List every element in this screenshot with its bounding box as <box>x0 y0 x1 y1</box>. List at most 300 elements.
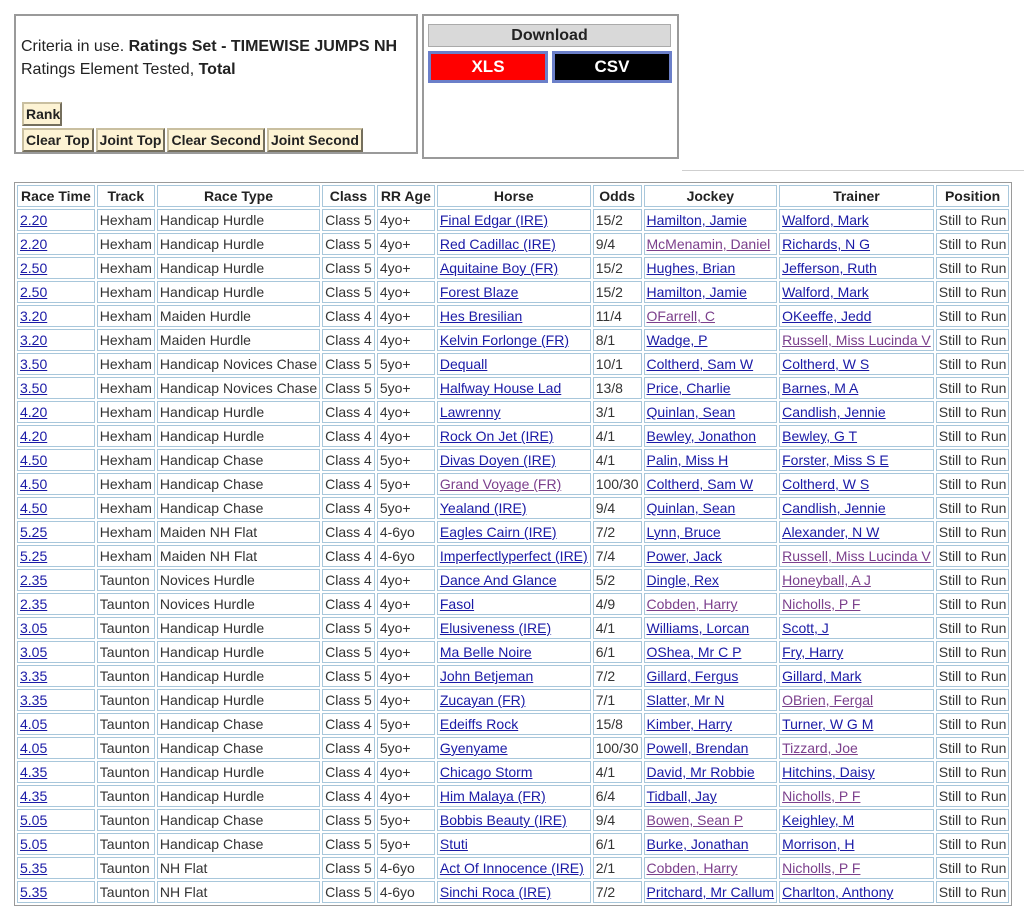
jockey-link[interactable]: Lynn, Bruce <box>644 521 778 543</box>
position-cell: Still to Run <box>936 401 1010 423</box>
trainer-link[interactable]: Tizzard, Joe <box>779 737 934 759</box>
table-row <box>17 641 1009 663</box>
race-time-link[interactable]: 4.35 <box>17 761 95 783</box>
class-cell: Class 4 <box>322 569 375 591</box>
clear-second-button[interactable]: Clear Second <box>167 128 264 152</box>
track-cell: Taunton <box>97 761 155 783</box>
odds-cell: 100/30 <box>593 737 642 759</box>
horse-link[interactable]: Eagles Cairn (IRE) <box>437 521 591 543</box>
race-type-cell: Handicap Chase <box>157 449 320 471</box>
jockey-link[interactable]: Wadge, P <box>644 329 778 351</box>
jockey-link[interactable]: Pritchard, Mr Callum <box>644 881 778 903</box>
odds-cell: 10/1 <box>593 353 642 375</box>
race-type-cell: Handicap Hurdle <box>157 785 320 807</box>
header-trainer: Trainer <box>779 185 934 207</box>
trainer-link[interactable]: Nicholls, P F <box>779 857 934 879</box>
jockey-link[interactable]: McMenamin, Daniel <box>644 233 778 255</box>
race-time-link[interactable]: 2.50 <box>17 281 95 303</box>
position-cell: Still to Run <box>936 449 1010 471</box>
race-type-cell: Novices Hurdle <box>157 593 320 615</box>
criteria-panel <box>14 14 418 154</box>
criteria-label: Criteria in use. <box>21 38 125 55</box>
position-cell: Still to Run <box>936 233 1010 255</box>
trainer-link[interactable]: Turner, W G M <box>779 713 934 735</box>
jockey-link[interactable]: OFarrell, C <box>644 305 778 327</box>
trainer-link[interactable]: Coltherd, W S <box>779 473 934 495</box>
position-cell: Still to Run <box>936 377 1010 399</box>
horse-link[interactable]: Forest Blaze <box>437 281 591 303</box>
track-cell: Taunton <box>97 881 155 903</box>
race-time-link[interactable]: 3.05 <box>17 617 95 639</box>
jockey-link[interactable]: Slatter, Mr N <box>644 689 778 711</box>
track-cell: Taunton <box>97 665 155 687</box>
track-cell: Taunton <box>97 569 155 591</box>
trainer-link[interactable]: OBrien, Fergal <box>779 689 934 711</box>
jockey-link[interactable]: Gillard, Fergus <box>644 665 778 687</box>
race-type-cell: Maiden Hurdle <box>157 329 320 351</box>
jockey-link[interactable]: Palin, Miss H <box>644 449 778 471</box>
table-row <box>17 881 1009 903</box>
rr-age-cell: 4yo+ <box>377 233 435 255</box>
table-row <box>17 545 1009 567</box>
track-cell: Hexham <box>97 209 155 231</box>
odds-cell: 15/8 <box>593 713 642 735</box>
position-cell: Still to Run <box>936 569 1010 591</box>
horse-link[interactable]: Aquitaine Boy (FR) <box>437 257 591 279</box>
trainer-link[interactable]: Russell, Miss Lucinda V <box>779 329 934 351</box>
odds-cell: 6/1 <box>593 641 642 663</box>
odds-cell: 9/4 <box>593 809 642 831</box>
jockey-link[interactable]: Kimber, Harry <box>644 713 778 735</box>
jockey-link[interactable]: Tidball, Jay <box>644 785 778 807</box>
class-cell: Class 5 <box>322 689 375 711</box>
race-type-cell: Handicap Novices Chase <box>157 377 320 399</box>
race-type-cell: Handicap Hurdle <box>157 617 320 639</box>
position-cell: Still to Run <box>936 593 1010 615</box>
horse-link[interactable]: Rock On Jet (IRE) <box>437 425 591 447</box>
table-row <box>17 761 1009 783</box>
jockey-link[interactable]: Bowen, Sean P <box>644 809 778 831</box>
class-cell: Class 5 <box>322 377 375 399</box>
track-cell: Taunton <box>97 641 155 663</box>
position-cell: Still to Run <box>936 785 1010 807</box>
trainer-link[interactable]: Gillard, Mark <box>779 665 934 687</box>
trainer-link[interactable]: Walford, Mark <box>779 281 934 303</box>
race-time-link[interactable]: 2.50 <box>17 257 95 279</box>
jockey-link[interactable]: Cobden, Harry <box>644 857 778 879</box>
race-time-link[interactable]: 4.50 <box>17 473 95 495</box>
download-xls-button[interactable]: XLS <box>428 51 548 83</box>
trainer-link[interactable]: OKeeffe, Jedd <box>779 305 934 327</box>
rr-age-cell: 5yo+ <box>377 377 435 399</box>
rr-age-cell: 4yo+ <box>377 401 435 423</box>
position-cell: Still to Run <box>936 665 1010 687</box>
class-cell: Class 4 <box>322 713 375 735</box>
clear-top-button[interactable]: Clear Top <box>22 128 94 152</box>
position-cell: Still to Run <box>936 857 1010 879</box>
horse-link[interactable]: Chicago Storm <box>437 761 591 783</box>
odds-cell: 100/30 <box>593 473 642 495</box>
trainer-link[interactable]: Forster, Miss S E <box>779 449 934 471</box>
jockey-link[interactable]: Williams, Lorcan <box>644 617 778 639</box>
race-type-cell: Handicap Chase <box>157 833 320 855</box>
position-cell: Still to Run <box>936 617 1010 639</box>
table-row <box>17 569 1009 591</box>
rr-age-cell: 4yo+ <box>377 785 435 807</box>
jockey-link[interactable]: Coltherd, Sam W <box>644 473 778 495</box>
horse-link[interactable]: Dance And Glance <box>437 569 591 591</box>
header-track: Track <box>97 185 155 207</box>
position-cell: Still to Run <box>936 329 1010 351</box>
rr-age-cell: 4-6yo <box>377 545 435 567</box>
rr-age-cell: 4yo+ <box>377 641 435 663</box>
race-time-link[interactable]: 5.35 <box>17 857 95 879</box>
position-cell: Still to Run <box>936 689 1010 711</box>
trainer-link[interactable]: Barnes, M A <box>779 377 934 399</box>
track-cell: Hexham <box>97 449 155 471</box>
rr-age-cell: 5yo+ <box>377 833 435 855</box>
odds-cell: 5/2 <box>593 569 642 591</box>
track-cell: Taunton <box>97 713 155 735</box>
odds-cell: 4/1 <box>593 449 642 471</box>
table-row <box>17 617 1009 639</box>
table-row <box>17 473 1009 495</box>
race-time-link[interactable]: 5.25 <box>17 521 95 543</box>
table-row <box>17 233 1009 255</box>
race-type-cell: Handicap Hurdle <box>157 425 320 447</box>
rank-button[interactable]: Rank <box>22 102 62 126</box>
jockey-link[interactable]: Price, Charlie <box>644 377 778 399</box>
position-cell: Still to Run <box>936 641 1010 663</box>
track-cell: Taunton <box>97 809 155 831</box>
track-cell: Taunton <box>97 857 155 879</box>
horse-link[interactable]: Halfway House Lad <box>437 377 591 399</box>
jockey-link[interactable]: OShea, Mr C P <box>644 641 778 663</box>
trainer-link[interactable]: Alexander, N W <box>779 521 934 543</box>
odds-cell: 11/4 <box>593 305 642 327</box>
jockey-link[interactable]: David, Mr Robbie <box>644 761 778 783</box>
rr-age-cell: 4yo+ <box>377 569 435 591</box>
class-cell: Class 5 <box>322 353 375 375</box>
race-time-link[interactable]: 4.50 <box>17 497 95 519</box>
odds-cell: 7/2 <box>593 521 642 543</box>
table-row <box>17 593 1009 615</box>
class-cell: Class 4 <box>322 449 375 471</box>
race-time-link[interactable]: 3.35 <box>17 665 95 687</box>
table-row <box>17 305 1009 327</box>
race-time-link[interactable]: 4.20 <box>17 401 95 423</box>
race-time-link[interactable]: 3.50 <box>17 353 95 375</box>
position-cell: Still to Run <box>936 281 1010 303</box>
horse-link[interactable]: Hes Bresilian <box>437 305 591 327</box>
race-type-cell: Handicap Hurdle <box>157 689 320 711</box>
trainer-link[interactable]: Morrison, H <box>779 833 934 855</box>
table-row <box>17 737 1009 759</box>
class-cell: Class 4 <box>322 329 375 351</box>
jockey-link[interactable]: Quinlan, Sean <box>644 401 778 423</box>
race-type-cell: Handicap Hurdle <box>157 665 320 687</box>
horse-link[interactable]: Divas Doyen (IRE) <box>437 449 591 471</box>
race-time-link[interactable]: 4.20 <box>17 425 95 447</box>
track-cell: Hexham <box>97 305 155 327</box>
track-cell: Taunton <box>97 833 155 855</box>
header-position: Position <box>936 185 1010 207</box>
position-cell: Still to Run <box>936 257 1010 279</box>
race-time-link[interactable]: 3.05 <box>17 641 95 663</box>
track-cell: Taunton <box>97 617 155 639</box>
trainer-link[interactable]: Fry, Harry <box>779 641 934 663</box>
race-type-cell: Handicap Hurdle <box>157 401 320 423</box>
horse-link[interactable]: Bobbis Beauty (IRE) <box>437 809 591 831</box>
race-time-link[interactable]: 5.35 <box>17 881 95 903</box>
position-cell: Still to Run <box>936 737 1010 759</box>
class-cell: Class 5 <box>322 809 375 831</box>
horse-link[interactable]: Stuti <box>437 833 591 855</box>
jockey-link[interactable]: Dingle, Rex <box>644 569 778 591</box>
horse-link[interactable]: Elusiveness (IRE) <box>437 617 591 639</box>
odds-cell: 8/1 <box>593 329 642 351</box>
class-cell: Class 4 <box>322 737 375 759</box>
table-header-row <box>17 185 1009 207</box>
class-cell: Class 5 <box>322 257 375 279</box>
track-cell: Hexham <box>97 497 155 519</box>
track-cell: Hexham <box>97 377 155 399</box>
class-cell: Class 4 <box>322 305 375 327</box>
race-type-cell: Maiden NH Flat <box>157 545 320 567</box>
table-row <box>17 329 1009 351</box>
jockey-link[interactable]: Coltherd, Sam W <box>644 353 778 375</box>
trainer-link[interactable]: Russell, Miss Lucinda V <box>779 545 934 567</box>
track-cell: Hexham <box>97 329 155 351</box>
trainer-link[interactable]: Scott, J <box>779 617 934 639</box>
race-time-link[interactable]: 3.35 <box>17 689 95 711</box>
class-cell: Class 5 <box>322 617 375 639</box>
odds-cell: 7/2 <box>593 665 642 687</box>
trainer-link[interactable]: Coltherd, W S <box>779 353 934 375</box>
ratings-element-label: Ratings Element Tested, <box>21 61 195 78</box>
race-time-link[interactable]: 5.05 <box>17 833 95 855</box>
table-row <box>17 809 1009 831</box>
horse-link[interactable]: Him Malaya (FR) <box>437 785 591 807</box>
jockey-link[interactable]: Cobden, Harry <box>644 593 778 615</box>
race-time-link[interactable]: 2.20 <box>17 209 95 231</box>
horse-link[interactable]: Lawrenny <box>437 401 591 423</box>
horse-link[interactable]: Red Cadillac (IRE) <box>437 233 591 255</box>
rr-age-cell: 4yo+ <box>377 257 435 279</box>
race-time-link[interactable]: 3.50 <box>17 377 95 399</box>
trainer-link[interactable]: Jefferson, Ruth <box>779 257 934 279</box>
table-row <box>17 785 1009 807</box>
table-row <box>17 353 1009 375</box>
position-cell: Still to Run <box>936 761 1010 783</box>
race-time-link[interactable]: 4.05 <box>17 737 95 759</box>
class-cell: Class 4 <box>322 497 375 519</box>
trainer-link[interactable]: Richards, N G <box>779 233 934 255</box>
race-type-cell: Handicap Chase <box>157 713 320 735</box>
position-cell: Still to Run <box>936 353 1010 375</box>
jockey-link[interactable]: Bewley, Jonathon <box>644 425 778 447</box>
horse-link[interactable]: Zucayan (FR) <box>437 689 591 711</box>
odds-cell: 7/2 <box>593 881 642 903</box>
horse-link[interactable]: Fasol <box>437 593 591 615</box>
race-type-cell: Handicap Hurdle <box>157 233 320 255</box>
jockey-link[interactable]: Hamilton, Jamie <box>644 209 778 231</box>
rr-age-cell: 5yo+ <box>377 473 435 495</box>
odds-cell: 6/4 <box>593 785 642 807</box>
class-cell: Class 5 <box>322 881 375 903</box>
position-cell: Still to Run <box>936 881 1010 903</box>
race-time-link[interactable]: 2.35 <box>17 593 95 615</box>
header-race-type: Race Type <box>157 185 320 207</box>
odds-cell: 4/1 <box>593 617 642 639</box>
horse-link[interactable]: Yealand (IRE) <box>437 497 591 519</box>
rr-age-cell: 4-6yo <box>377 881 435 903</box>
odds-cell: 9/4 <box>593 497 642 519</box>
trainer-link[interactable]: Candlish, Jennie <box>779 401 934 423</box>
odds-cell: 7/1 <box>593 689 642 711</box>
race-time-link[interactable]: 5.05 <box>17 809 95 831</box>
race-time-link[interactable]: 4.05 <box>17 713 95 735</box>
jockey-link[interactable]: Power, Jack <box>644 545 778 567</box>
results-table <box>14 182 1012 906</box>
trainer-link[interactable]: Candlish, Jennie <box>779 497 934 519</box>
position-cell: Still to Run <box>936 809 1010 831</box>
horse-link[interactable]: Final Edgar (IRE) <box>437 209 591 231</box>
position-cell: Still to Run <box>936 305 1010 327</box>
track-cell: Taunton <box>97 593 155 615</box>
rr-age-cell: 4yo+ <box>377 329 435 351</box>
class-cell: Class 4 <box>322 521 375 543</box>
race-time-link[interactable]: 5.25 <box>17 545 95 567</box>
race-type-cell: Novices Hurdle <box>157 569 320 591</box>
track-cell: Hexham <box>97 281 155 303</box>
odds-cell: 15/2 <box>593 209 642 231</box>
rr-age-cell: 5yo+ <box>377 497 435 519</box>
horse-link[interactable]: Ma Belle Noire <box>437 641 591 663</box>
table-row <box>17 833 1009 855</box>
header-odds: Odds <box>593 185 642 207</box>
race-time-link[interactable]: 4.50 <box>17 449 95 471</box>
race-type-cell: Handicap Hurdle <box>157 257 320 279</box>
criteria-line-2 <box>21 61 236 79</box>
race-type-cell: Handicap Novices Chase <box>157 353 320 375</box>
rr-age-cell: 4-6yo <box>377 521 435 543</box>
ratings-element-value: Total <box>198 61 236 78</box>
trainer-link[interactable]: Hitchins, Daisy <box>779 761 934 783</box>
race-time-link[interactable]: 4.35 <box>17 785 95 807</box>
class-cell: Class 4 <box>322 425 375 447</box>
joint-top-button[interactable]: Joint Top <box>96 128 166 152</box>
download-panel <box>422 14 679 159</box>
race-time-link[interactable]: 2.20 <box>17 233 95 255</box>
odds-cell: 4/9 <box>593 593 642 615</box>
header-jockey: Jockey <box>644 185 778 207</box>
trainer-link[interactable]: Honeyball, A J <box>779 569 934 591</box>
class-cell: Class 4 <box>322 761 375 783</box>
table-row <box>17 857 1009 879</box>
position-cell: Still to Run <box>936 473 1010 495</box>
odds-cell: 4/1 <box>593 425 642 447</box>
jockey-link[interactable]: Hamilton, Jamie <box>644 281 778 303</box>
horse-link[interactable]: Edeiffs Rock <box>437 713 591 735</box>
separator-line <box>682 170 1024 171</box>
position-cell: Still to Run <box>936 425 1010 447</box>
table-row <box>17 209 1009 231</box>
table-row <box>17 377 1009 399</box>
rr-age-cell: 5yo+ <box>377 713 435 735</box>
jockey-link[interactable]: Quinlan, Sean <box>644 497 778 519</box>
download-csv-button[interactable]: CSV <box>552 51 672 83</box>
race-type-cell: Handicap Hurdle <box>157 641 320 663</box>
race-time-link[interactable]: 3.20 <box>17 305 95 327</box>
trainer-link[interactable]: Charlton, Anthony <box>779 881 934 903</box>
horse-link[interactable]: Sinchi Roca (IRE) <box>437 881 591 903</box>
table-row <box>17 425 1009 447</box>
class-cell: Class 5 <box>322 641 375 663</box>
race-type-cell: NH Flat <box>157 881 320 903</box>
class-cell: Class 4 <box>322 593 375 615</box>
trainer-link[interactable]: Nicholls, P F <box>779 593 934 615</box>
race-type-cell: Handicap Chase <box>157 809 320 831</box>
race-type-cell: Handicap Hurdle <box>157 761 320 783</box>
table-row <box>17 689 1009 711</box>
odds-cell: 9/4 <box>593 233 642 255</box>
position-cell: Still to Run <box>936 521 1010 543</box>
horse-link[interactable]: Dequall <box>437 353 591 375</box>
class-cell: Class 5 <box>322 281 375 303</box>
rr-age-cell: 5yo+ <box>377 353 435 375</box>
race-type-cell: Handicap Hurdle <box>157 281 320 303</box>
odds-cell: 13/8 <box>593 377 642 399</box>
race-time-link[interactable]: 3.20 <box>17 329 95 351</box>
horse-link[interactable]: Imperfectlyperfect (IRE) <box>437 545 591 567</box>
jockey-link[interactable]: Powell, Brendan <box>644 737 778 759</box>
track-cell: Taunton <box>97 737 155 759</box>
horse-link[interactable]: Grand Voyage (FR) <box>437 473 591 495</box>
track-cell: Hexham <box>97 545 155 567</box>
horse-link[interactable]: John Betjeman <box>437 665 591 687</box>
trainer-link[interactable]: Bewley, G T <box>779 425 934 447</box>
ratings-set-value: Ratings Set - TIMEWISE JUMPS NH <box>128 38 398 55</box>
track-cell: Hexham <box>97 521 155 543</box>
class-cell: Class 5 <box>322 857 375 879</box>
class-cell: Class 5 <box>322 665 375 687</box>
header-horse: Horse <box>437 185 591 207</box>
track-cell: Hexham <box>97 473 155 495</box>
position-cell: Still to Run <box>936 833 1010 855</box>
horse-link[interactable]: Kelvin Forlonge (FR) <box>437 329 591 351</box>
race-type-cell: Handicap Hurdle <box>157 209 320 231</box>
joint-second-button[interactable]: Joint Second <box>267 128 363 152</box>
trainer-link[interactable]: Walford, Mark <box>779 209 934 231</box>
odds-cell: 3/1 <box>593 401 642 423</box>
position-cell: Still to Run <box>936 713 1010 735</box>
class-cell: Class 5 <box>322 209 375 231</box>
rr-age-cell: 4yo+ <box>377 209 435 231</box>
horse-link[interactable]: Gyenyame <box>437 737 591 759</box>
jockey-link[interactable]: Hughes, Brian <box>644 257 778 279</box>
jockey-link[interactable]: Burke, Jonathan <box>644 833 778 855</box>
table-row <box>17 401 1009 423</box>
table-row <box>17 713 1009 735</box>
rr-age-cell: 4yo+ <box>377 305 435 327</box>
trainer-link[interactable]: Keighley, M <box>779 809 934 831</box>
header-rr-age: RR Age <box>377 185 435 207</box>
race-time-link[interactable]: 2.35 <box>17 569 95 591</box>
horse-link[interactable]: Act Of Innocence (IRE) <box>437 857 591 879</box>
trainer-link[interactable]: Nicholls, P F <box>779 785 934 807</box>
table-row <box>17 665 1009 687</box>
